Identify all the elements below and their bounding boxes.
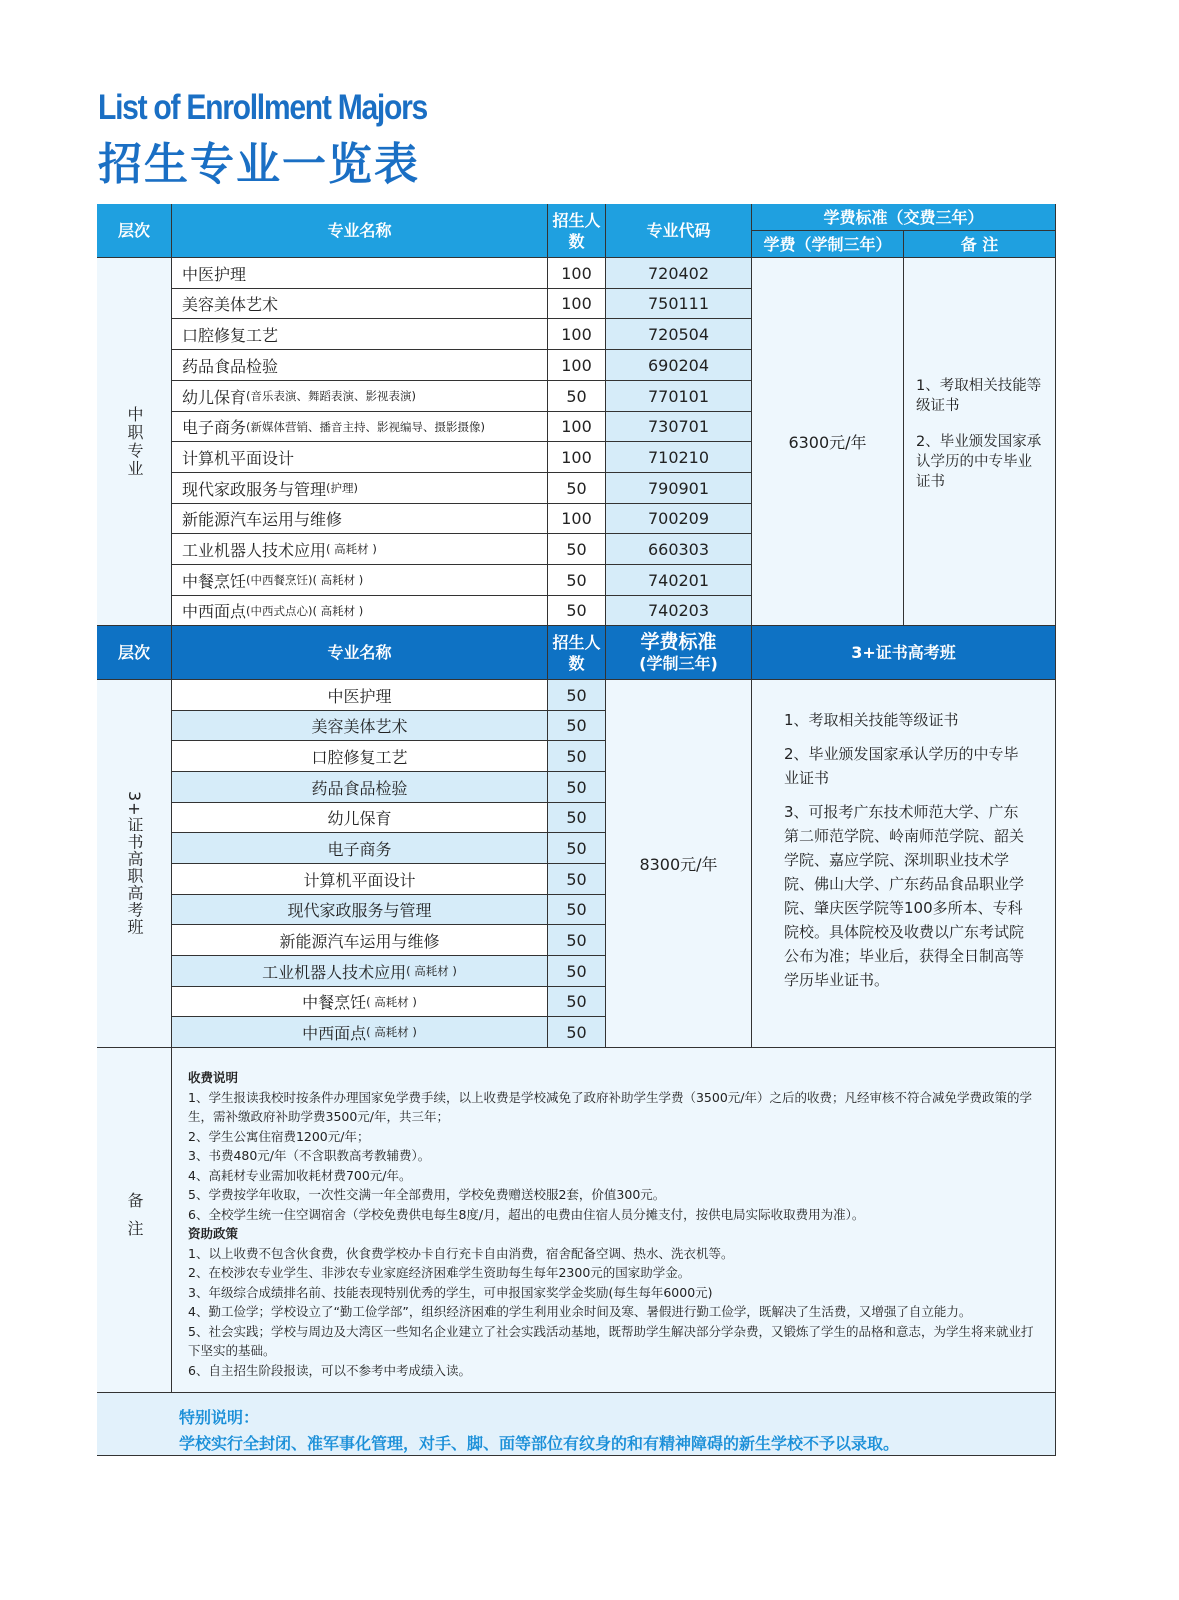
table-row-major-name [172, 504, 548, 534]
aid-item: 2、在校涉农专业学生、非涉农专业家庭经济困难学生资助每生每年2300元的国家助学金。 [188, 1265, 691, 1280]
header-notes: 备 注 [904, 231, 1056, 258]
table-row-enroll-count: 50 [548, 534, 606, 565]
table-row-major-name [172, 680, 548, 711]
major-sub: ( 高耗材 ) [366, 1025, 417, 1039]
table-row-enroll-count: 100 [548, 258, 606, 289]
table-row-code: 770101 [606, 381, 752, 412]
table-row-major-name [172, 925, 548, 956]
table-row-major-name [172, 1017, 548, 1048]
table-row-major-name [172, 711, 548, 741]
table-row-major-name [172, 987, 548, 1017]
table-row-enroll-count: 50 [548, 803, 606, 833]
table-row-code: 700209 [606, 504, 752, 534]
major-name: 幼儿保育 [182, 387, 247, 407]
table-row-major-name [172, 289, 548, 319]
table-row-major-name [172, 833, 548, 864]
notes-list [752, 680, 1055, 1002]
note-item: 3、可报考广东技术师范大学、广东第二师范学院、岭南师范学院、韶关学院、嘉应学院、深圳职业技术学院、佛山大学、广东药品食品职业学院、肇庆医学院等100多所本、专科院校。具体院校及收费以广东考试院公布为准；毕业后，获得全日制高等学历毕业证书。 [784, 803, 1025, 989]
table-row-major-name [172, 864, 548, 895]
major-sub: (新媒体营销、播音主持、影视编导、摄影摄像) [246, 419, 485, 434]
level-label-secondary [97, 258, 172, 626]
table-row-major-name [172, 258, 548, 289]
major-sub: ( 高耗材 ) [406, 964, 457, 978]
major-name: 口腔修复工艺 [311, 747, 408, 767]
note-item: 2、毕业颁发国家承认学历的中专毕业证书 [784, 745, 1019, 787]
table-row-code: 660303 [606, 534, 752, 565]
table-row-enroll-count: 50 [548, 772, 606, 803]
major-name: 美容美体艺术 [182, 295, 279, 314]
table-row-enroll-count: 100 [548, 319, 606, 350]
table-row-major-name [172, 596, 548, 626]
header2-tuition [606, 626, 752, 680]
table-row-code: 710210 [606, 442, 752, 473]
level-label-text: 3+证书高职高考班 [125, 791, 144, 936]
table-row-enroll-count: 50 [548, 895, 606, 925]
major-name: 药品食品检验 [182, 356, 279, 376]
major-name: 计算机平面设计 [303, 870, 416, 890]
table-row-enroll-count: 100 [548, 504, 606, 534]
table-row-enroll-count: 50 [548, 381, 606, 412]
level-label-higher [97, 680, 172, 1048]
header2-tuition-sub: (学制三年) [639, 654, 718, 673]
notes-list [904, 376, 1055, 508]
title-zh: 招生专业一览表 [98, 139, 420, 190]
major-name: 工业机器人技术应用 [182, 540, 327, 560]
remarks-label-text: 备注 [125, 1192, 144, 1248]
notes-secondary [904, 258, 1056, 626]
major-name: 中餐烹饪 [182, 571, 247, 591]
table-row-enroll-count: 100 [548, 412, 606, 442]
remarks-content [172, 1048, 1055, 1380]
major-name: 药品食品检验 [311, 778, 408, 798]
table-row-enroll-count: 50 [548, 473, 606, 504]
major-name: 中西面点 [302, 1023, 367, 1043]
major-name: 美容美体艺术 [311, 717, 408, 736]
fee-item: 2、学生公寓住宿费1200元/年； [188, 1128, 370, 1144]
table-row-major-name [172, 741, 548, 772]
table-row-major-name [172, 473, 548, 504]
aid-item: 4、勤工俭学；学校设立了“勤工俭学部”，组织经济困难的学生利用业余时间及寒、暑假进行勤工俭学，既解决了生活费，又增强了自立能力。 [188, 1304, 972, 1319]
table-row-major-name [172, 956, 548, 987]
table-row-major-name [172, 895, 548, 925]
table-row-code: 740201 [606, 565, 752, 596]
table-row-major-name [172, 350, 548, 381]
notes-higher [752, 680, 1056, 1048]
major-name: 幼儿保育 [327, 809, 392, 828]
header2-enroll-count: 招生人数 [548, 626, 606, 680]
fee-item: 5、学费按学年收取，一次性交满一年全部费用，学校免费赠送校服2套，价值300元。 [188, 1187, 666, 1202]
note-item: 2、毕业颁发国家承认学历的中专毕业证书 [916, 433, 1042, 490]
fee-item: 1、学生报读我校时按条件办理国家免学费手续，以上收费是学校减免了政府补助学生学费（3500元/年）之后的收费；凡经审核不符合减免学费政策的学生，需补缴政府补助学费3500元/年，共三年； [188, 1089, 1032, 1124]
major-name: 新能源汽车运用与维修 [279, 931, 440, 951]
remarks-body [172, 1048, 1056, 1393]
header-code: 专业代码 [606, 204, 752, 258]
fee-item: 4、高耗材专业需加收耗材费700元/年。 [188, 1167, 412, 1183]
aid-item: 5、社会实践；学校与周边及大湾区一些知名企业建立了社会实践活动基地，既帮助学生解决部分学杂费，又锻炼了学生的品格和意志，为学生将来就业打下坚实的基础。 [188, 1323, 1034, 1358]
major-name: 现代家政服务与管理 [182, 479, 327, 499]
table-row-code: 730701 [606, 412, 752, 442]
table-row-major-name [172, 565, 548, 596]
header2-program: 3+证书高考班 [752, 626, 1056, 680]
header2-tuition-main: 学费标准 [640, 631, 717, 653]
table-row-major-name [172, 442, 548, 473]
major-sub: ( 高耗材 ) [326, 542, 377, 556]
level-label-text: 中职专业 [125, 405, 144, 478]
header2-level: 层次 [97, 626, 172, 680]
fee-item: 6、全校学生统一住空调宿舍（学校免费供电每生8度/月，超出的电费由住宿人员分摊支付，按供电局实际收取费用为准）。 [188, 1206, 865, 1222]
note-item: 1、考取相关技能等级证书 [784, 711, 959, 729]
tuition-value-secondary: 6300元/年 [752, 258, 904, 626]
aid-title: 资助政策 [188, 1226, 239, 1241]
tuition-value-higher: 8300元/年 [606, 680, 752, 1048]
fee-item: 3、书费480元/年（不含职教高考教辅费）。 [188, 1148, 431, 1163]
header-enroll-count: 招生人数 [548, 204, 606, 258]
special-title: 特别说明： [179, 1408, 260, 1427]
major-sub: (音乐表演、舞蹈表演、影视表演) [246, 389, 416, 403]
major-name: 现代家政服务与管理 [287, 901, 432, 920]
table-row-enroll-count: 50 [548, 1017, 606, 1048]
table-row-major-name [172, 381, 548, 412]
major-sub: (中西式点心)( 高耗材 ) [246, 603, 364, 618]
table-row-major-name [172, 319, 548, 350]
major-name: 中医护理 [327, 686, 392, 706]
table-row-code: 750111 [606, 289, 752, 319]
aid-item: 6、自主招生阶段报读，可以不参考中考成绩入读。 [188, 1362, 471, 1378]
table-row-code: 740203 [606, 596, 752, 626]
header-major-name: 专业名称 [172, 204, 548, 258]
major-sub: (中西餐烹饪)( 高耗材 ) [246, 573, 364, 587]
table-row-code: 720504 [606, 319, 752, 350]
header-level: 层次 [97, 204, 172, 258]
table-row-enroll-count: 50 [548, 711, 606, 741]
table-row-code: 690204 [606, 350, 752, 381]
major-name: 工业机器人技术应用 [262, 962, 407, 982]
header-tuition: 学费（学制三年） [752, 231, 904, 258]
aid-item: 1、以上收费不包含伙食费，伙食费学校办卡自行充卡自由消费，宿舍配备空调、热水、洗衣机等。 [188, 1245, 734, 1261]
special-notice [97, 1393, 1056, 1456]
table-row-major-name [172, 772, 548, 803]
table-row-enroll-count: 50 [548, 987, 606, 1017]
table-row-code: 790901 [606, 473, 752, 504]
fee-title: 收费说明 [188, 1070, 239, 1085]
major-name: 中餐烹饪 [302, 993, 367, 1012]
major-name: 电子商务 [327, 839, 392, 859]
table-row-code: 720402 [606, 258, 752, 289]
table-row-enroll-count: 100 [548, 350, 606, 381]
table-row-enroll-count: 50 [548, 565, 606, 596]
remarks-label [97, 1048, 172, 1393]
major-name: 口腔修复工艺 [182, 325, 279, 345]
major-name: 计算机平面设计 [182, 448, 295, 468]
major-sub: (护理) [326, 481, 358, 495]
table-row-major-name [172, 412, 548, 442]
special-text: 学校实行全封闭、准军事化管理，对手、脚、面等部位有纹身的和有精神障碍的新生学校不予以录取。 [179, 1434, 900, 1453]
major-sub: ( 高耗材 ) [366, 994, 417, 1009]
major-name: 中医护理 [182, 264, 247, 284]
title-en: List of Enrollment Majors [98, 88, 427, 127]
table-row-major-name [172, 803, 548, 833]
table-row-enroll-count: 50 [548, 833, 606, 864]
table-row-enroll-count: 50 [548, 680, 606, 711]
table-row-enroll-count: 50 [548, 925, 606, 956]
table-row-major-name [172, 534, 548, 565]
table-row-enroll-count: 50 [548, 741, 606, 772]
major-name: 新能源汽车运用与维修 [182, 510, 343, 529]
note-item: 1、考取相关技能等级证书 [916, 377, 1042, 414]
header2-major-name: 专业名称 [172, 626, 548, 680]
major-name: 中西面点 [182, 602, 247, 621]
table-row-enroll-count: 50 [548, 956, 606, 987]
table-row-enroll-count: 50 [548, 864, 606, 895]
table-row-enroll-count: 50 [548, 596, 606, 626]
aid-item: 3、年级综合成绩排名前、技能表现特别优秀的学生，可申报国家奖学金奖励(每生每年6000元) [188, 1284, 713, 1300]
header-tuition-group: 学费标准（交费三年） [752, 204, 1056, 231]
major-name: 电子商务 [182, 418, 247, 437]
table-row-enroll-count: 100 [548, 442, 606, 473]
table-row-enroll-count: 100 [548, 289, 606, 319]
